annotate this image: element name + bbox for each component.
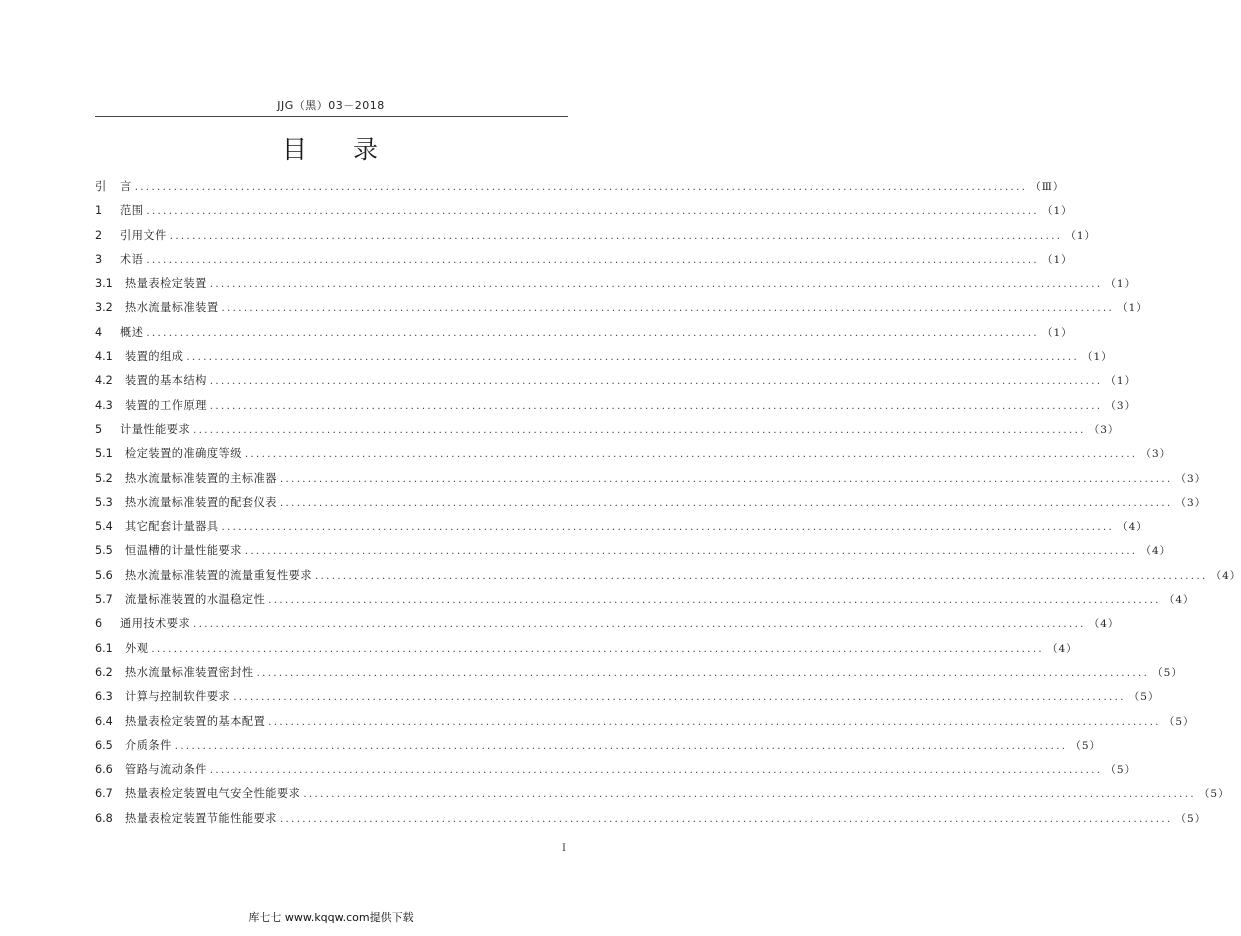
toc-leader-dots: ................................................................................................................................................................ — [303, 789, 1196, 801]
toc-entry-title: 热水流量标准装置 — [125, 301, 219, 315]
toc-entry-title: 热水流量标准装置的配套仪表 — [125, 495, 277, 509]
toc-entry-title: 热量表检定装置节能性能要求 — [125, 811, 277, 825]
toc-entry-page: （Ⅲ） — [1030, 181, 1065, 193]
toc-entry-number: 5.6 — [95, 568, 113, 582]
toc-entry-number: 3 — [95, 252, 103, 266]
toc-entry-page: （1） — [1041, 205, 1073, 218]
table-of-contents — [95, 178, 1241, 834]
title-char-left: 目 — [281, 135, 309, 164]
page-title — [0, 130, 662, 166]
toc-leader-dots: ................................................................................................................................................................ — [174, 740, 1068, 752]
toc-leader-dots: ................................................................................................................................................................ — [146, 254, 1039, 266]
header-divider — [95, 116, 568, 117]
toc-entry[interactable] — [95, 615, 1120, 639]
toc-entry-title: 热水流量标准装置的主标准器 — [125, 471, 277, 485]
toc-entry-number: 6.5 — [95, 738, 113, 752]
toc-entry-number: 2 — [95, 228, 103, 242]
toc-entry-title: 术语 — [120, 252, 144, 266]
toc-leader-dots: ................................................................................................................................................................ — [209, 765, 1103, 777]
toc-entry[interactable] — [95, 494, 1207, 518]
toc-entry-title: 计算与控制软件要求 — [125, 690, 231, 704]
toc-leader-dots: ................................................................................................................................................................ — [256, 667, 1150, 679]
toc-entry-number: 6.3 — [95, 690, 113, 704]
toc-entry-number: 5.2 — [95, 471, 113, 485]
toc-entry-title: 热水流量标准装置的流量重复性要求 — [125, 568, 313, 582]
toc-entry[interactable] — [95, 688, 1160, 712]
toc-entry-title: 热量表检定装置电气安全性能要求 — [125, 787, 301, 801]
toc-entry[interactable] — [95, 810, 1207, 834]
toc-entry-page: （4） — [1117, 521, 1148, 534]
toc-leader-dots: ................................................................................................................................................................ — [193, 619, 1086, 631]
toc-leader-dots: ................................................................................................................................................................ — [151, 643, 1044, 655]
toc-entry-page: （1） — [1117, 302, 1148, 315]
toc-entry[interactable] — [95, 640, 1078, 664]
toc-entry-title: 装置的工作原理 — [125, 398, 207, 412]
toc-entry-number: 引 — [95, 180, 107, 193]
toc-entry-number: 5.7 — [95, 593, 113, 607]
toc-entry-number: 6.8 — [95, 811, 113, 825]
page-number: Ⅰ — [562, 843, 566, 854]
toc-leader-dots: ................................................................................................................................................................ — [146, 327, 1039, 339]
toc-entry-number: 5.4 — [95, 520, 113, 534]
toc-leader-dots: ................................................................................................................................................................ — [146, 206, 1039, 218]
toc-entry-page: （1） — [1105, 375, 1137, 388]
toc-entry[interactable] — [95, 542, 1172, 566]
toc-entry[interactable] — [95, 518, 1148, 542]
toc-entry-page: （4） — [1046, 642, 1078, 655]
toc-entry-page: （3） — [1105, 399, 1137, 412]
toc-leader-dots: ................................................................................................................................................................ — [244, 546, 1138, 558]
toc-leader-dots: ................................................................................................................................................................ — [279, 473, 1173, 485]
toc-leader-dots: ................................................................................................................................................................ — [233, 692, 1126, 704]
toc-entry-number: 4.1 — [95, 350, 113, 364]
toc-entry[interactable] — [95, 227, 1097, 251]
toc-entry-page: （1） — [1105, 278, 1137, 291]
toc-leader-dots: ................................................................................................................................................................ — [268, 716, 1161, 728]
toc-entry-number: 1 — [95, 204, 103, 218]
toc-entry-page: （4） — [1140, 545, 1172, 558]
toc-entry[interactable] — [95, 299, 1148, 323]
toc-entry-page: （5） — [1105, 764, 1137, 777]
toc-entry-number: 5 — [95, 422, 103, 436]
toc-entry-page: （3） — [1140, 448, 1172, 461]
toc-entry-number: 6.6 — [95, 763, 113, 777]
toc-leader-dots: ................................................................................................................................................................ — [209, 279, 1103, 291]
toc-entry[interactable] — [95, 445, 1172, 469]
toc-entry-title: 装置的基本结构 — [125, 374, 207, 388]
toc-entry-title: 热量表检定装置的基本配置 — [125, 714, 266, 728]
toc-entry-number: 6.4 — [95, 714, 113, 728]
toc-entry-page: （5） — [1163, 715, 1195, 728]
toc-entry-title: 概述 — [120, 325, 144, 339]
toc-entry-number: 4.3 — [95, 398, 113, 412]
toc-leader-dots: ................................................................................................................................................................ — [221, 522, 1115, 534]
toc-entry[interactable] — [95, 397, 1137, 421]
toc-leader-dots: ................................................................................................................................................................ — [193, 424, 1086, 436]
toc-leader-dots: ................................................................................................................................................................ — [279, 497, 1173, 509]
toc-entry-title: 装置的组成 — [125, 350, 184, 364]
toc-leader-dots: ................................................................................................................................................................ — [186, 352, 1080, 364]
toc-entry-number: 5.5 — [95, 544, 113, 558]
toc-entry[interactable] — [95, 785, 1230, 809]
toc-entry-title: 引用文件 — [120, 228, 167, 242]
toc-entry[interactable] — [95, 664, 1183, 688]
toc-entry-number: 4.2 — [95, 374, 113, 388]
toc-entry-page: （4） — [1163, 594, 1195, 607]
toc-leader-dots: ................................................................................................................................................................ — [169, 230, 1063, 242]
toc-entry-title: 介质条件 — [125, 738, 172, 752]
toc-entry[interactable] — [95, 591, 1195, 615]
toc-entry[interactable] — [95, 348, 1113, 372]
toc-entry-number: 5.3 — [95, 495, 113, 509]
toc-entry-number: 4 — [95, 325, 103, 339]
toc-entry[interactable] — [95, 470, 1207, 494]
toc-entry-number: 5.1 — [95, 447, 113, 461]
toc-leader-dots: ................................................................................................................................................................ — [209, 376, 1103, 388]
toc-entry[interactable] — [95, 761, 1137, 785]
toc-leader-dots: ................................................................................................................................................................ — [209, 400, 1103, 412]
toc-entry-title: 检定装置的准确度等级 — [125, 447, 242, 461]
toc-leader-dots: ................................................................................................................................................................ — [244, 449, 1138, 461]
toc-entry-number: 6.1 — [95, 641, 113, 655]
toc-entry-page: （5） — [1128, 691, 1160, 704]
toc-entry[interactable] — [95, 713, 1195, 737]
toc-entry-page: （3） — [1175, 496, 1207, 509]
toc-entry-page: （3） — [1088, 423, 1120, 436]
toc-entry-page: （1） — [1082, 351, 1113, 364]
toc-entry[interactable] — [95, 421, 1120, 445]
toc-leader-dots: ................................................................................................................................................................ — [221, 303, 1115, 315]
toc-entry-number: 3.2 — [95, 301, 113, 315]
toc-entry-title: 外观 — [125, 641, 149, 655]
toc-entry-page: （1） — [1041, 326, 1073, 339]
toc-leader-dots: ................................................................................................................................................................ — [268, 595, 1161, 607]
toc-entry-title: 其它配套计量器具 — [125, 520, 219, 534]
toc-entry[interactable] — [95, 178, 1065, 202]
toc-entry[interactable] — [95, 275, 1137, 299]
toc-entry-page: （1） — [1041, 253, 1073, 266]
standard-code: JJG（黑）03－2018 — [277, 99, 385, 112]
toc-entry-title: 通用技术要求 — [120, 617, 191, 631]
toc-entry-number: 6 — [95, 617, 103, 631]
toc-entry-page: （5） — [1070, 739, 1102, 752]
toc-entry-page: （5） — [1152, 666, 1183, 679]
toc-entry-title: 恒温槽的计量性能要求 — [125, 544, 242, 558]
toc-entry-number: 6.2 — [95, 665, 113, 679]
footer-download-note: 库七七 www.kqqw.com提供下载 — [248, 911, 414, 924]
title-char-right: 录 — [353, 135, 381, 164]
toc-entry-title: 计量性能要求 — [120, 422, 191, 436]
toc-leader-dots: ................................................................................................................................................................ — [134, 182, 1028, 193]
toc-entry-title: 热水流量标准装置密封性 — [125, 665, 254, 679]
toc-entry[interactable] — [95, 372, 1137, 396]
toc-entry-title: 热量表检定装置 — [125, 277, 207, 291]
toc-entry-page: （4） — [1088, 618, 1120, 631]
toc-leader-dots: ................................................................................................................................................................ — [315, 570, 1208, 582]
toc-entry-title: 言 — [120, 180, 132, 193]
toc-entry[interactable] — [95, 324, 1073, 348]
toc-entry-page: （5） — [1175, 812, 1207, 825]
toc-entry-page: （3） — [1175, 472, 1207, 485]
toc-entry-number: 6.7 — [95, 787, 113, 801]
toc-entry[interactable] — [95, 202, 1073, 226]
toc-entry[interactable] — [95, 567, 1241, 591]
toc-entry-page: （1） — [1065, 229, 1097, 242]
toc-entry-title: 管路与流动条件 — [125, 763, 207, 777]
toc-entry-title: 范围 — [120, 204, 144, 218]
toc-entry[interactable] — [95, 737, 1102, 761]
toc-entry-title: 流量标准装置的水温稳定性 — [125, 593, 266, 607]
toc-entry[interactable] — [95, 251, 1073, 275]
toc-leader-dots: ................................................................................................................................................................ — [279, 813, 1173, 825]
toc-entry-number: 3.1 — [95, 277, 113, 291]
toc-entry-page: （4） — [1210, 569, 1241, 582]
toc-entry-page: （5） — [1198, 788, 1230, 801]
